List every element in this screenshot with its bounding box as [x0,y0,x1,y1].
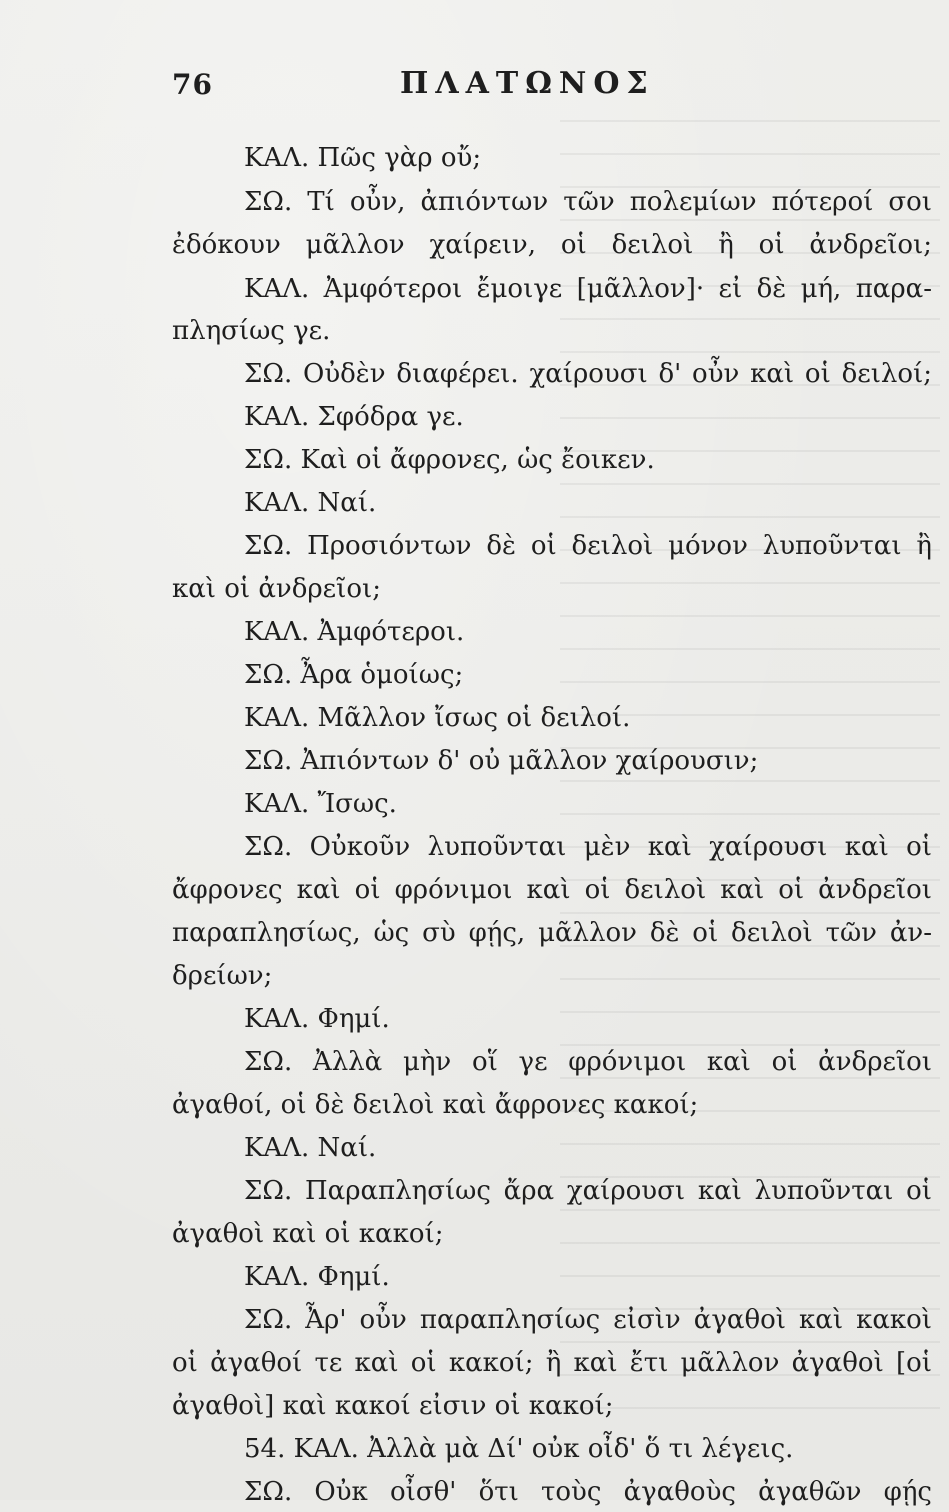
page-header [0,62,949,112]
text-line: ἄφρονες καὶ οἱ φρόνιμοι καὶ οἱ δειλοὶ καὶ οἱ ἀνδρεῖοι [172,875,932,905]
text-line: ΚΑΛ. Ναί. [244,1133,377,1163]
text-line: ΣΩ. Οὐκ οἶσθ' ὅτι τοὺς ἀγαθοὺς ἀγαθῶν φῄς [244,1477,932,1507]
text-line: οἱ ἀγαθοί τε καὶ οἱ κακοί; ἢ καὶ ἔτι μᾶλλον ἀγαθοὶ [οἱ [172,1348,932,1378]
text-line: ΣΩ. Οὐκοῦν λυποῦνται μὲν καὶ χαίρουσι καὶ οἱ [244,832,932,862]
text-line: ΣΩ. Καὶ οἱ ἄφρονες, ὡς ἔοικεν. [244,445,655,475]
text-line: ΣΩ. Οὐδὲν διαφέρει. χαίρουσι δ' οὖν καὶ οἱ δειλοί; [244,359,932,389]
text-line: ἐδόκουν μᾶλλον χαίρειν, οἱ δειλοὶ ἢ οἱ ἀνδρεῖοι; [172,230,932,260]
text-line: καὶ οἱ ἀνδρεῖοι; [172,574,381,604]
text-line: ΣΩ. Ἀλλὰ μὴν οἵ γε φρόνιμοι καὶ οἱ ἀνδρεῖοι [244,1047,932,1077]
text-line: ἀγαθοὶ] καὶ κακοί εἰσιν οἱ κακοί; [172,1391,614,1421]
text-line: ΚΑΛ. Ἴσως. [244,789,397,819]
text-line: παραπλησίως, ὡς σὺ φῄς, μᾶλλον δὲ οἱ δειλοὶ τῶν ἀν- [172,918,932,948]
text-line: ἀγαθοί, οἱ δὲ δειλοὶ καὶ ἄφρονες κακοί; [172,1090,699,1120]
text-line: ΚΑΛ. Σφόδρα γε. [244,402,464,432]
text-line: ΣΩ. Ἆρα ὁμοίως; [244,660,464,690]
text-line: ἀγαθοὶ καὶ οἱ κακοί; [172,1219,444,1249]
text-line: ΚΑΛ. Φημί. [244,1004,390,1034]
text-line: ΚΑΛ. Μᾶλλον ἴσως οἱ δειλοί. [244,703,631,733]
text-line: 54. ΚΑΛ. Ἀλλὰ μὰ Δί' οὐκ οἶδ' ὅ τι λέγεις. [244,1434,794,1464]
running-title: ΠΛΑΤΩΝΟΣ [400,66,655,101]
text-line: ΚΑΛ. Φημί. [244,1262,390,1292]
text-line: ΣΩ. Τί οὖν, ἀπιόντων τῶν πολεμίων πότεροί σοι [244,187,932,217]
text-line: ΚΑΛ. Πῶς γὰρ οὔ; [244,143,482,173]
text-line: ΚΑΛ. Ναί. [244,488,377,518]
text-line: ΣΩ. Παραπλησίως ἄρα χαίρουσι καὶ λυποῦνται οἱ [244,1176,932,1206]
text-line: ΣΩ. Ἀπιόντων δ' οὐ μᾶλλον χαίρουσιν; [244,746,759,776]
text-line: ΚΑΛ. Ἀμφότεροι ἔμοιγε [μᾶλλον]· εἰ δὲ μή, παρα- [244,274,932,304]
text-line: ΣΩ. Προσιόντων δὲ οἱ δειλοὶ μόνον λυποῦνται ἢ [244,531,932,561]
text-line: δρείων; [172,961,273,991]
text-line: ΚΑΛ. Ἀμφότεροι. [244,617,465,647]
text-line: ΣΩ. Ἆρ' οὖν παραπλησίως εἰσὶν ἀγαθοὶ καὶ κακοὶ [244,1305,932,1335]
page-number: 76 [172,68,213,101]
text-line: πλησίως γε. [172,316,331,346]
